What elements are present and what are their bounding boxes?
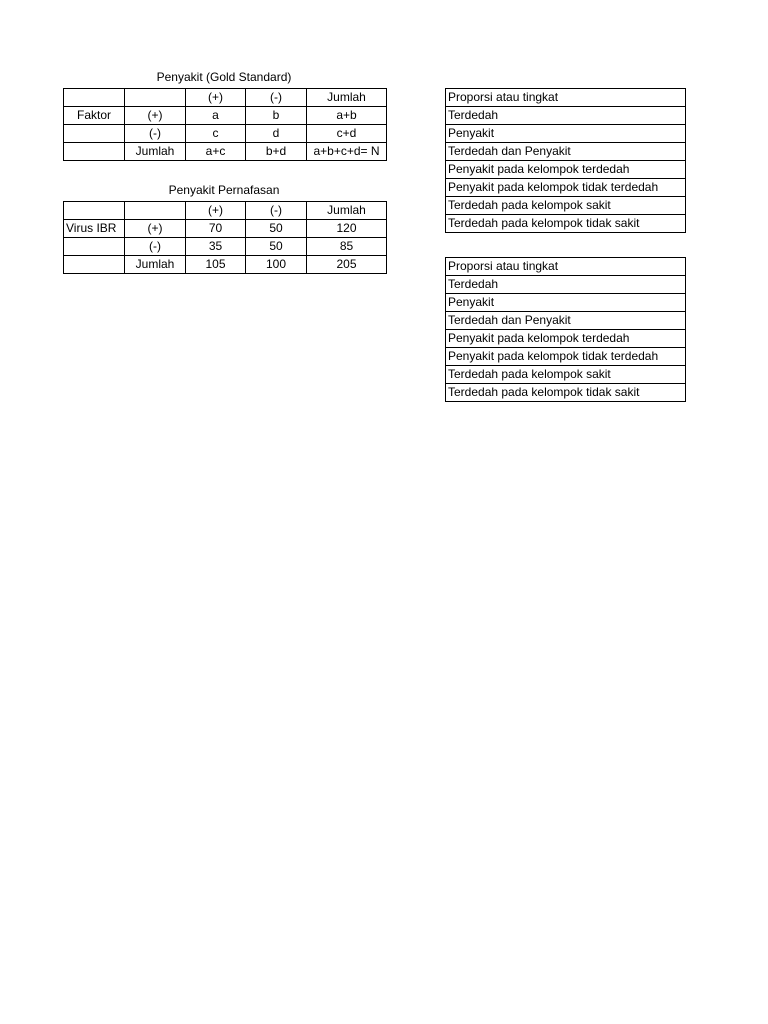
table-cell xyxy=(64,125,125,143)
list-item xyxy=(446,143,686,161)
table1-caption: Penyakit (Gold Standard) xyxy=(156,70,292,84)
table-cell: (-) xyxy=(125,125,186,143)
list-item-label: Terdedah pada kelompok sakit xyxy=(446,366,686,384)
list-item xyxy=(446,179,686,197)
table-cell: Virus IBR xyxy=(64,220,125,238)
table-cell: d xyxy=(246,125,307,143)
table-cell: 105 xyxy=(186,256,246,274)
table-cell: (-) xyxy=(125,238,186,256)
table-cell: (+) xyxy=(186,202,246,220)
list-item xyxy=(446,348,686,366)
table-cell: 50 xyxy=(246,238,307,256)
list-item-label: Proporsi atau tingkat xyxy=(446,258,686,276)
table-row xyxy=(64,89,387,107)
table-cell: c+d xyxy=(307,125,387,143)
table-cell: (-) xyxy=(246,89,307,107)
list-item-label: Terdedah dan Penyakit xyxy=(446,312,686,330)
table-cell: a+b+c+d= N xyxy=(307,143,387,161)
list-item-label: Penyakit pada kelompok tidak terdedah xyxy=(446,348,686,366)
list-item-label: Terdedah dan Penyakit xyxy=(446,143,686,161)
table-row xyxy=(64,143,387,161)
table-cell xyxy=(64,202,125,220)
list-item-label: Penyakit pada kelompok tidak terdedah xyxy=(446,179,686,197)
list-item xyxy=(446,384,686,402)
list-item-label: Terdedah pada kelompok tidak sakit xyxy=(446,384,686,402)
table-cell xyxy=(64,143,125,161)
table-cell: (+) xyxy=(186,89,246,107)
list-item-label: Terdedah pada kelompok sakit xyxy=(446,197,686,215)
proportion-list-2 xyxy=(445,257,686,402)
table-cell: 70 xyxy=(186,220,246,238)
table-cell: b xyxy=(246,107,307,125)
list-item xyxy=(446,215,686,233)
list-item-label: Penyakit pada kelompok terdedah xyxy=(446,161,686,179)
table-row xyxy=(64,256,387,274)
table-cell xyxy=(125,202,186,220)
table-cell xyxy=(64,238,125,256)
table-row xyxy=(64,202,387,220)
list-item xyxy=(446,89,686,107)
table-cell: Jumlah xyxy=(307,202,387,220)
table-row xyxy=(64,107,387,125)
table-cell: 205 xyxy=(307,256,387,274)
list-item-label: Terdedah pada kelompok tidak sakit xyxy=(446,215,686,233)
list-item xyxy=(446,107,686,125)
list-item-label: Penyakit xyxy=(446,125,686,143)
list-item-label: Terdedah xyxy=(446,107,686,125)
list-item-label: Penyakit xyxy=(446,294,686,312)
list-item xyxy=(446,366,686,384)
list-item xyxy=(446,276,686,294)
table-cell: Jumlah xyxy=(307,89,387,107)
table-cell xyxy=(64,89,125,107)
list-item-label: Terdedah xyxy=(446,276,686,294)
table-cell xyxy=(125,89,186,107)
list-item xyxy=(446,197,686,215)
table-cell: (+) xyxy=(125,107,186,125)
list-item-label: Proporsi atau tingkat xyxy=(446,89,686,107)
table-row xyxy=(64,238,387,256)
table-cell: a xyxy=(186,107,246,125)
table2-respiratory-disease xyxy=(63,201,387,274)
table-row xyxy=(64,125,387,143)
table-cell: a+c xyxy=(186,143,246,161)
table-cell: 35 xyxy=(186,238,246,256)
table-cell: (+) xyxy=(125,220,186,238)
list-item xyxy=(446,258,686,276)
table1-gold-standard xyxy=(63,88,387,161)
list-item xyxy=(446,125,686,143)
table-cell: (-) xyxy=(246,202,307,220)
proportion-list-1 xyxy=(445,88,686,233)
table2-caption: Penyakit Pernafasan xyxy=(168,183,280,197)
table-cell: 120 xyxy=(307,220,387,238)
table-cell: 50 xyxy=(246,220,307,238)
table-cell: c xyxy=(186,125,246,143)
table-cell: b+d xyxy=(246,143,307,161)
list-item xyxy=(446,294,686,312)
table-cell: a+b xyxy=(307,107,387,125)
list-item-label: Penyakit pada kelompok terdedah xyxy=(446,330,686,348)
table-cell xyxy=(64,256,125,274)
list-item xyxy=(446,312,686,330)
table-cell: 85 xyxy=(307,238,387,256)
list-item xyxy=(446,330,686,348)
table-cell: Faktor xyxy=(64,107,125,125)
list-item xyxy=(446,161,686,179)
table-cell: Jumlah xyxy=(125,256,186,274)
table-cell: Jumlah xyxy=(125,143,186,161)
table-cell: 100 xyxy=(246,256,307,274)
table-row xyxy=(64,220,387,238)
